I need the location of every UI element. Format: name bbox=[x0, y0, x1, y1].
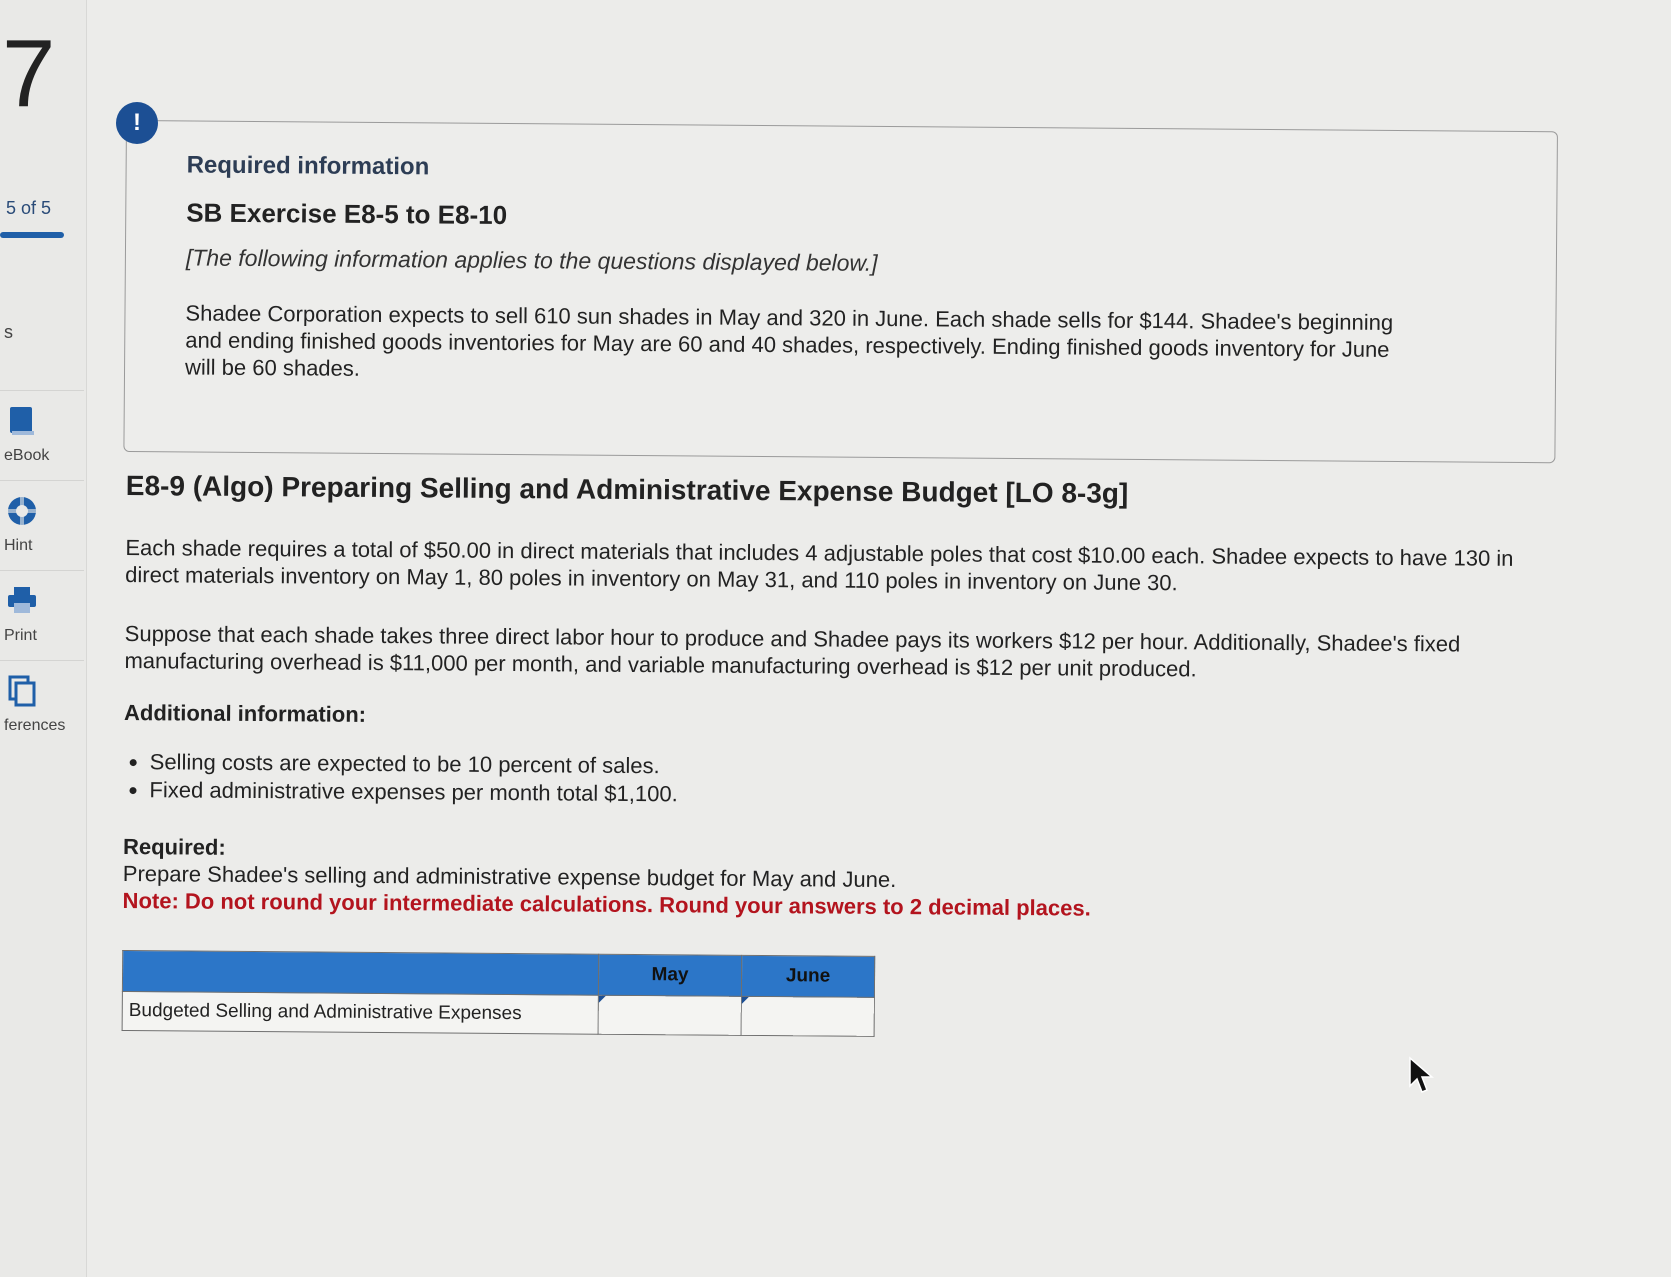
sidebar-item-references[interactable] bbox=[0, 660, 84, 751]
exercise-title: E8-9 (Algo) Preparing Selling and Administrative Expense Budget [LO 8-3g] bbox=[125, 470, 1129, 509]
required-information-box bbox=[123, 120, 1558, 463]
copy-icon bbox=[6, 675, 38, 707]
table-header-row bbox=[122, 950, 874, 997]
sidebar-item-ebook[interactable] bbox=[0, 390, 84, 481]
question-content bbox=[122, 470, 1516, 1042]
required-text: Prepare Shadee's selling and administrative expense budget for May and June. bbox=[122, 860, 897, 893]
column-header-june: June bbox=[741, 955, 874, 997]
required-information-heading: Required information bbox=[186, 151, 430, 181]
may-input[interactable] bbox=[598, 995, 741, 1035]
table-row bbox=[122, 991, 874, 1036]
sidebar-item-hint[interactable] bbox=[0, 480, 84, 571]
sidebar-item-print[interactable] bbox=[0, 570, 84, 661]
mouse-cursor-icon bbox=[1408, 1056, 1436, 1096]
book-icon bbox=[6, 405, 38, 437]
input-marker-icon bbox=[742, 997, 749, 1004]
progress-bar bbox=[0, 232, 64, 238]
june-input[interactable] bbox=[741, 996, 874, 1036]
sidebar-item-label: Print bbox=[4, 627, 37, 644]
info-content bbox=[185, 151, 1427, 390]
table-header-blank bbox=[122, 950, 598, 995]
sidebar-item-label: ferences bbox=[4, 717, 66, 734]
sidebar-item-label: eBook bbox=[4, 447, 50, 464]
column-header-may: May bbox=[598, 954, 741, 996]
printer-icon bbox=[6, 585, 38, 617]
list-item: • Fixed administrative expenses per month total $1,100. bbox=[149, 776, 1513, 815]
list-item: • Selling costs are expected to be 10 percent of sales. bbox=[150, 748, 1514, 787]
sidebar-partial-label: s bbox=[4, 322, 13, 342]
input-marker-icon bbox=[599, 996, 606, 1003]
rounding-note: Note: Do not round your intermediate calculations. Round your answers to 2 decimal places. bbox=[122, 887, 1091, 921]
required-heading: Required: bbox=[122, 833, 226, 860]
row-label-budgeted-expenses: Budgeted Selling and Administrative Expenses bbox=[122, 991, 598, 1034]
paragraph-labor: Suppose that each shade takes three direct labor hour to produce and Shadee pays its workers $12 per hour. Additionally, Shadee's fixed manufacturing overhead is $11,000 per month, and variable manufacturing overhead is $12 per unit produced. bbox=[124, 620, 1461, 682]
sidebar-item-label: Hint bbox=[4, 537, 33, 554]
scenario-text: Shadee Corporation expects to sell 610 sun shades in May and 320 in June. Each shade sells for $144. Shadee's beginning and ending finished goods inventories for May are 60 and 40 shades, respectively. Ending finished goods inventory for June will be 60 shades. bbox=[184, 300, 1394, 381]
sidebar bbox=[0, 0, 87, 1277]
additional-information-list bbox=[123, 748, 1513, 815]
additional-information-heading: Additional information: bbox=[123, 699, 367, 727]
exercise-range-title: SB Exercise E8-5 to E8-10 bbox=[186, 197, 508, 230]
alert-icon: ! bbox=[116, 102, 158, 144]
applies-note: [The following information applies to the questions displayed below.] bbox=[185, 244, 878, 276]
budget-table bbox=[122, 950, 876, 1037]
question-number: 7 bbox=[2, 20, 56, 127]
lifebuoy-icon bbox=[6, 495, 38, 527]
progress-label: 5 of 5 bbox=[6, 198, 52, 218]
paragraph-materials: Each shade requires a total of $50.00 in direct materials that includes 4 adjustable poles that cost $10.00 each. Shadee expects to have 130 in direct materials inventory on May 1, 80 poles in inventory on May 31, and 110 poles in inventory on June 30. bbox=[125, 534, 1514, 596]
